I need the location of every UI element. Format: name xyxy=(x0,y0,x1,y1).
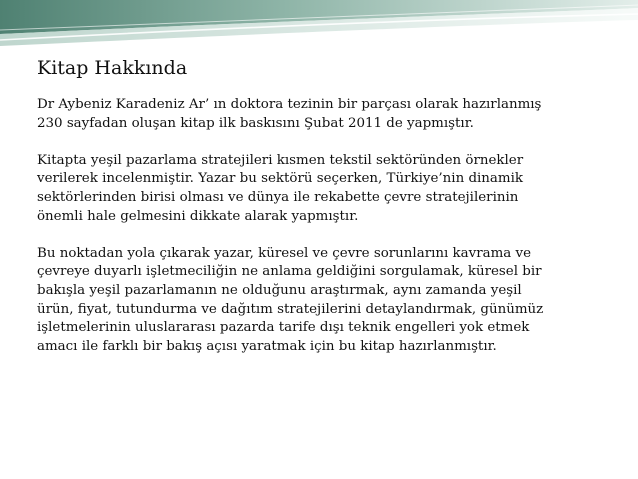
text-line: Bu noktadan yola çıkarak yazar, küresel ve çevre sorunlarını kavrama ve xyxy=(37,245,532,261)
text-line: sektörlerinden birisi olması ve dünya ile rekabette çevre stratejilerinin xyxy=(37,189,519,205)
text-line: bakışla yeşil pazarlamanın ne olduğunu araştırmak, aynı zamanda yeşil xyxy=(37,282,522,298)
text-line: önemli hale gelmesini dikkate alarak yapmıştır. xyxy=(37,208,359,224)
text-line: ürün, fiyat, tutundurma ve dağıtım stratejilerini detaylandırmak, günümüz xyxy=(37,301,544,317)
page-title: Kitap Hakkında xyxy=(37,57,188,79)
paragraph-content xyxy=(37,152,627,226)
text-line: 230 sayfadan oluşan kitap ilk baskısını Şubat 2011 de yapmıştır. xyxy=(37,115,474,131)
text-line: çevreye duyarlı işletmeciliğin ne anlama geldiğini sorgulamak, küresel bir xyxy=(37,264,542,280)
paragraph-intro xyxy=(37,96,627,133)
text-line: Kitapta yeşil pazarlama stratejileri kısmen tekstil sektöründen örnekler xyxy=(37,152,524,168)
text-line: verilerek incelenmiştir. Yazar bu sektörü seçerken, Türkiye’nin dinamik xyxy=(37,171,524,187)
paragraph-purpose xyxy=(37,245,627,357)
body-text xyxy=(37,96,627,375)
text-line: işletmelerinin uluslararası pazarda tarife dışı teknik engelleri yok etmek xyxy=(37,320,530,336)
text-line: amacı ile farklı bir bakış açısı yaratmak için bu kitap hazırlanmıştır. xyxy=(37,338,497,354)
text-line: Dr Aybeniz Karadeniz Ar’ ın doktora tezinin bir parçası olarak hazırlanmış xyxy=(37,97,542,112)
header-swoosh-decoration xyxy=(0,0,638,52)
